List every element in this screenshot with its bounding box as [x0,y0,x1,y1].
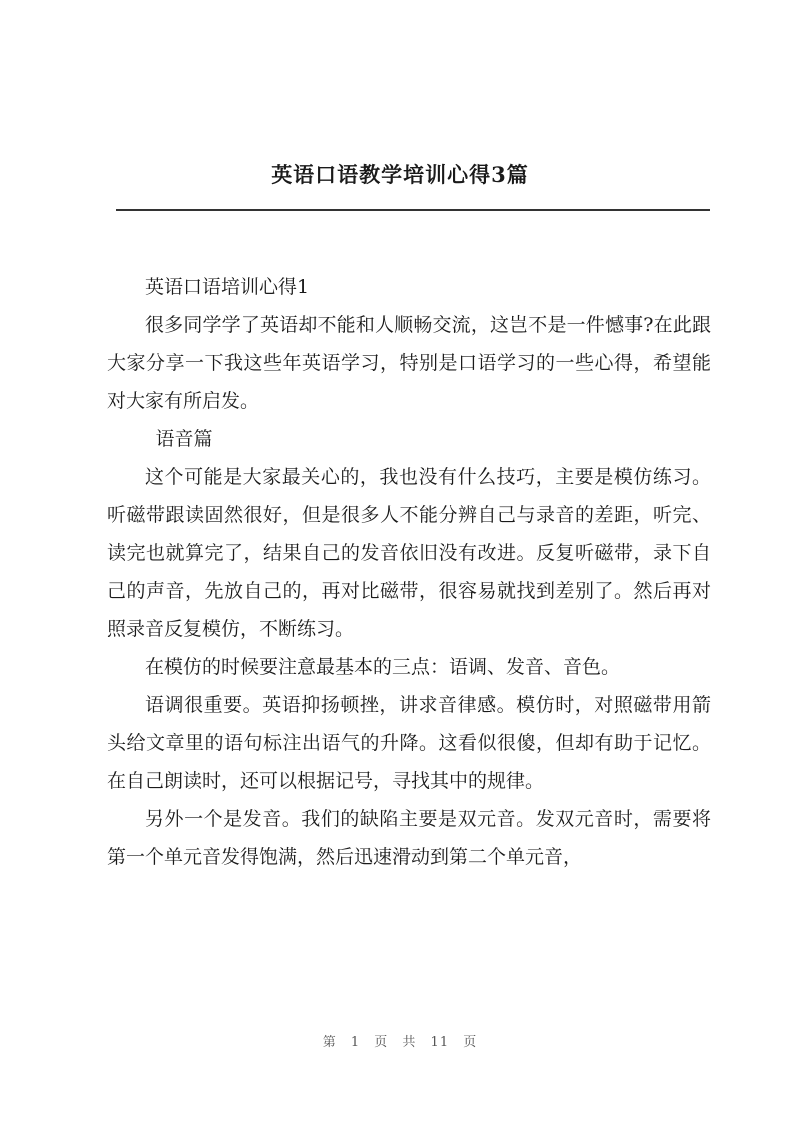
document-body [107,268,711,876]
page-title: 英语口语教学培训心得3篇 [271,162,529,187]
paragraph: 这个可能是大家最关心的，我也没有什么技巧，主要是模仿练习。听磁带跟读固然很好，但是很多人不能分辨自己与录音的差距，听完、读完也就算完了，结果自己的发音依旧没有改进。反复听磁带，录下自己的声音，先放自己的，再对比磁带，很容易就找到差别了。然后再对照录音反复模仿，不断练习。 [107,466,711,640]
page-footer: 第 1 页 共 11 页 [322,1035,478,1050]
section-heading: 语音篇 [155,428,213,450]
paragraph: 另外一个是发音。我们的缺陷主要是双元音。发双元音时，需要将第一个单元音发得饱满，然后迅速滑动到第二个单元音， [107,808,711,868]
paragraph: 在模仿的时候要注意最基本的三点：语调、发音、音色。 [145,656,621,678]
section-title: 英语口语培训心得1 [145,276,310,298]
paragraph: 语调很重要。英语抑扬顿挫，讲求音律感。模仿时，对照磁带用箭头给文章里的语句标注出语气的升降。这看似很傻，但却有助于记忆。在自己朗读时，还可以根据记号，寻找其中的规律。 [107,694,711,792]
paragraph-intro: 很多同学学了英语却不能和人顺畅交流，这岂不是一件憾事?在此跟大家分享一下我这些年英语学习，特别是口语学习的一些心得，希望能对大家有所启发。 [107,314,711,412]
title-divider [116,209,710,211]
